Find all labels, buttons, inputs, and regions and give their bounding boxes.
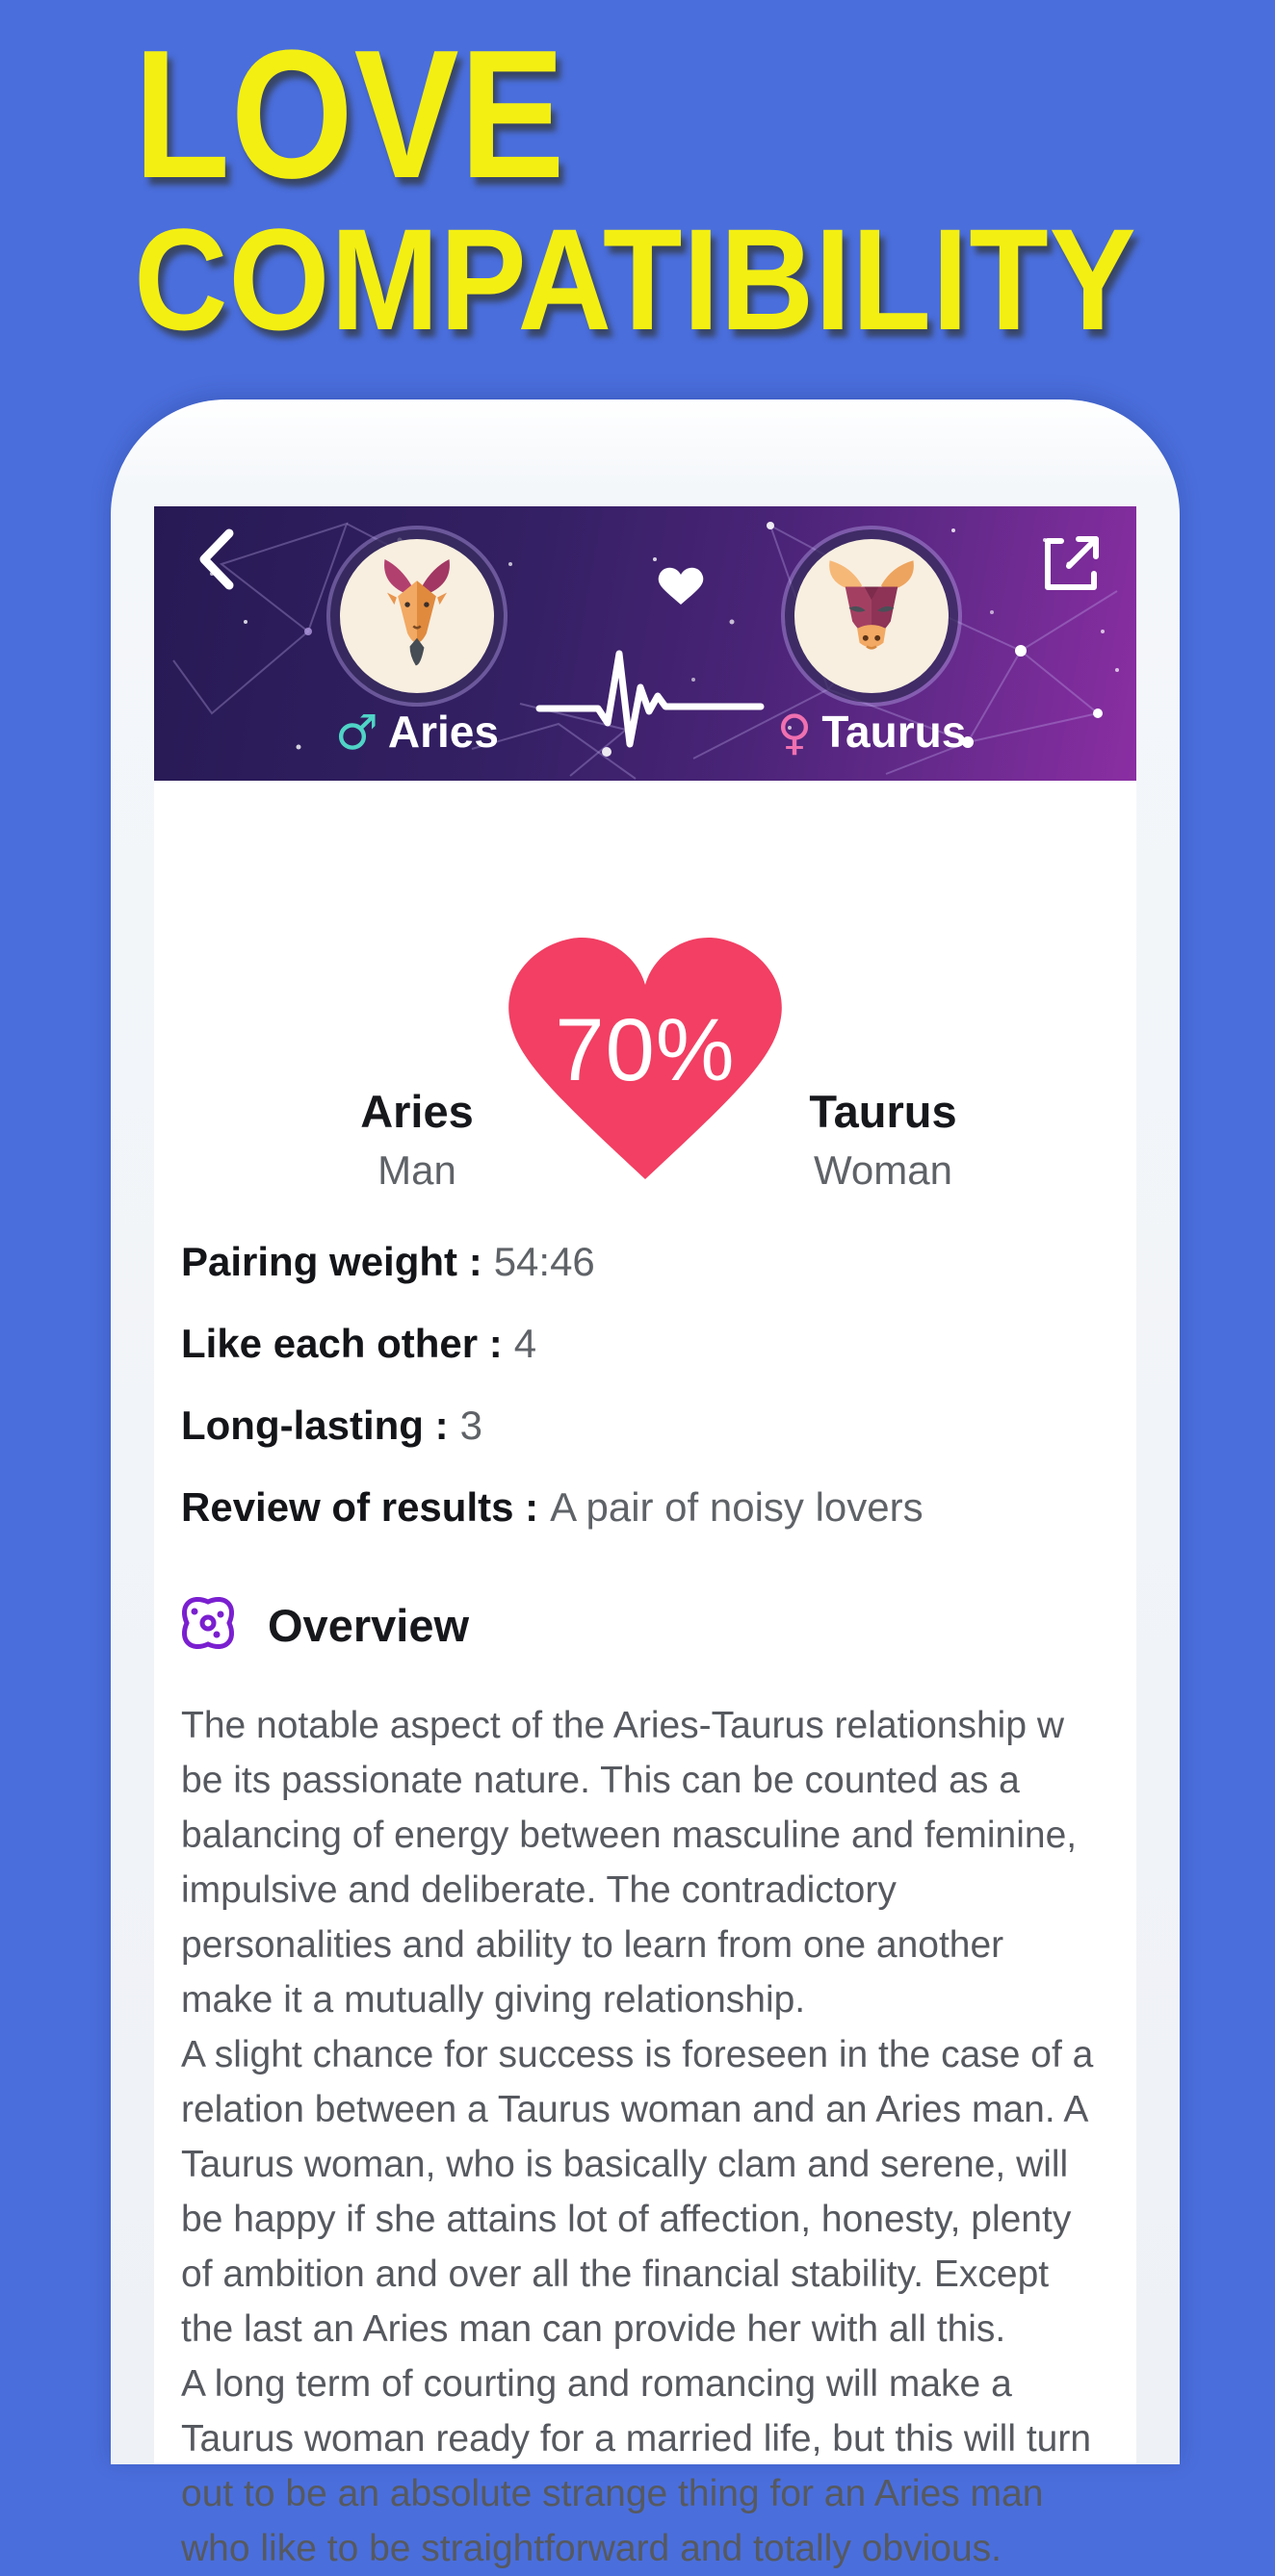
overview-line: be its passionate nature. This can be counted as a bbox=[181, 1760, 1020, 1801]
compatibility-score: 70% bbox=[555, 1001, 736, 1099]
overview-line: personalities and ability to learn from one another bbox=[181, 1924, 1004, 1966]
aries-sign-badge[interactable] bbox=[340, 539, 494, 693]
atom-icon bbox=[177, 1592, 239, 1659]
compatibility-header-banner bbox=[154, 506, 1136, 781]
compatibility-stats bbox=[181, 1241, 1115, 1568]
page-title bbox=[134, 13, 1248, 360]
phone-mockup bbox=[111, 399, 1180, 2569]
overview-body-text bbox=[181, 1698, 1136, 2576]
header-right-sign-label bbox=[727, 705, 1016, 760]
left-pair-role: Man bbox=[377, 1147, 456, 1193]
overview-section-header bbox=[177, 1592, 469, 1659]
chevron-left-icon bbox=[191, 581, 241, 596]
overview-line: be happy if she attains lot of affection, honesty, plenty bbox=[181, 2199, 1072, 2240]
header-left-sign-label bbox=[273, 705, 561, 760]
left-sign-name: Aries bbox=[387, 707, 499, 757]
title-line-1: LOVE bbox=[134, 13, 566, 217]
overview-line: Taurus woman ready for a married life, but this will turn bbox=[181, 2418, 1092, 2460]
stat-review-of-results: Review of results : A pair of noisy lovers bbox=[181, 1484, 924, 1530]
right-sign-name: Taurus bbox=[821, 707, 967, 757]
overview-line: out to be an absolute strange thing for an Aries man bbox=[181, 2473, 1044, 2514]
back-button[interactable] bbox=[191, 526, 241, 593]
left-pair-sign: Aries bbox=[360, 1086, 474, 1137]
left-pair-name bbox=[292, 1085, 542, 1194]
share-button[interactable] bbox=[1040, 531, 1104, 595]
overview-line: Taurus woman, who is basically clam and serene, will bbox=[181, 2144, 1069, 2185]
title-line-2: COMPATIBILITY bbox=[134, 198, 1137, 360]
overview-heading: Overview bbox=[268, 1600, 470, 1651]
stat-long-lasting: Long-lasting : 3 bbox=[181, 1403, 482, 1448]
overview-line: impulsive and deliberate. The contradictory bbox=[181, 1869, 897, 1911]
right-pair-role: Woman bbox=[814, 1147, 952, 1193]
overview-line: relation between a Taurus woman and an Aries man. A bbox=[181, 2089, 1089, 2130]
taurus-sign-badge[interactable] bbox=[794, 539, 949, 693]
overview-line: A long term of courting and romancing will make a bbox=[181, 2363, 1012, 2405]
male-symbol-icon: ♂ bbox=[335, 705, 378, 760]
overview-line: the last an Aries man can provide her with all this. bbox=[181, 2308, 1006, 2350]
aries-goat-icon bbox=[357, 554, 477, 679]
right-pair-sign: Taurus bbox=[809, 1086, 957, 1137]
stat-like-each-other: Like each other : 4 bbox=[181, 1321, 537, 1366]
stat-pairing-weight: Pairing weight : 54:46 bbox=[181, 1239, 595, 1284]
overview-line: who like to be straightforward and totally obvious. bbox=[181, 2528, 1002, 2569]
overview-line: A slight chance for success is foreseen in the case of a bbox=[181, 2034, 1094, 2075]
app-screen bbox=[154, 506, 1136, 2569]
taurus-bull-icon bbox=[812, 554, 931, 679]
overview-line: balancing of energy between masculine and feminine, bbox=[181, 1815, 1078, 1856]
share-icon bbox=[1040, 583, 1104, 598]
overview-line: of ambition and over all the financial stability. Except bbox=[181, 2254, 1050, 2295]
overview-line: make it a mutually giving relationship. bbox=[181, 1979, 806, 2021]
female-symbol-icon: ♀ bbox=[776, 705, 813, 760]
right-pair-name bbox=[758, 1085, 1008, 1194]
overview-line: The notable aspect of the Aries-Taurus relationship w bbox=[181, 1705, 1065, 1746]
